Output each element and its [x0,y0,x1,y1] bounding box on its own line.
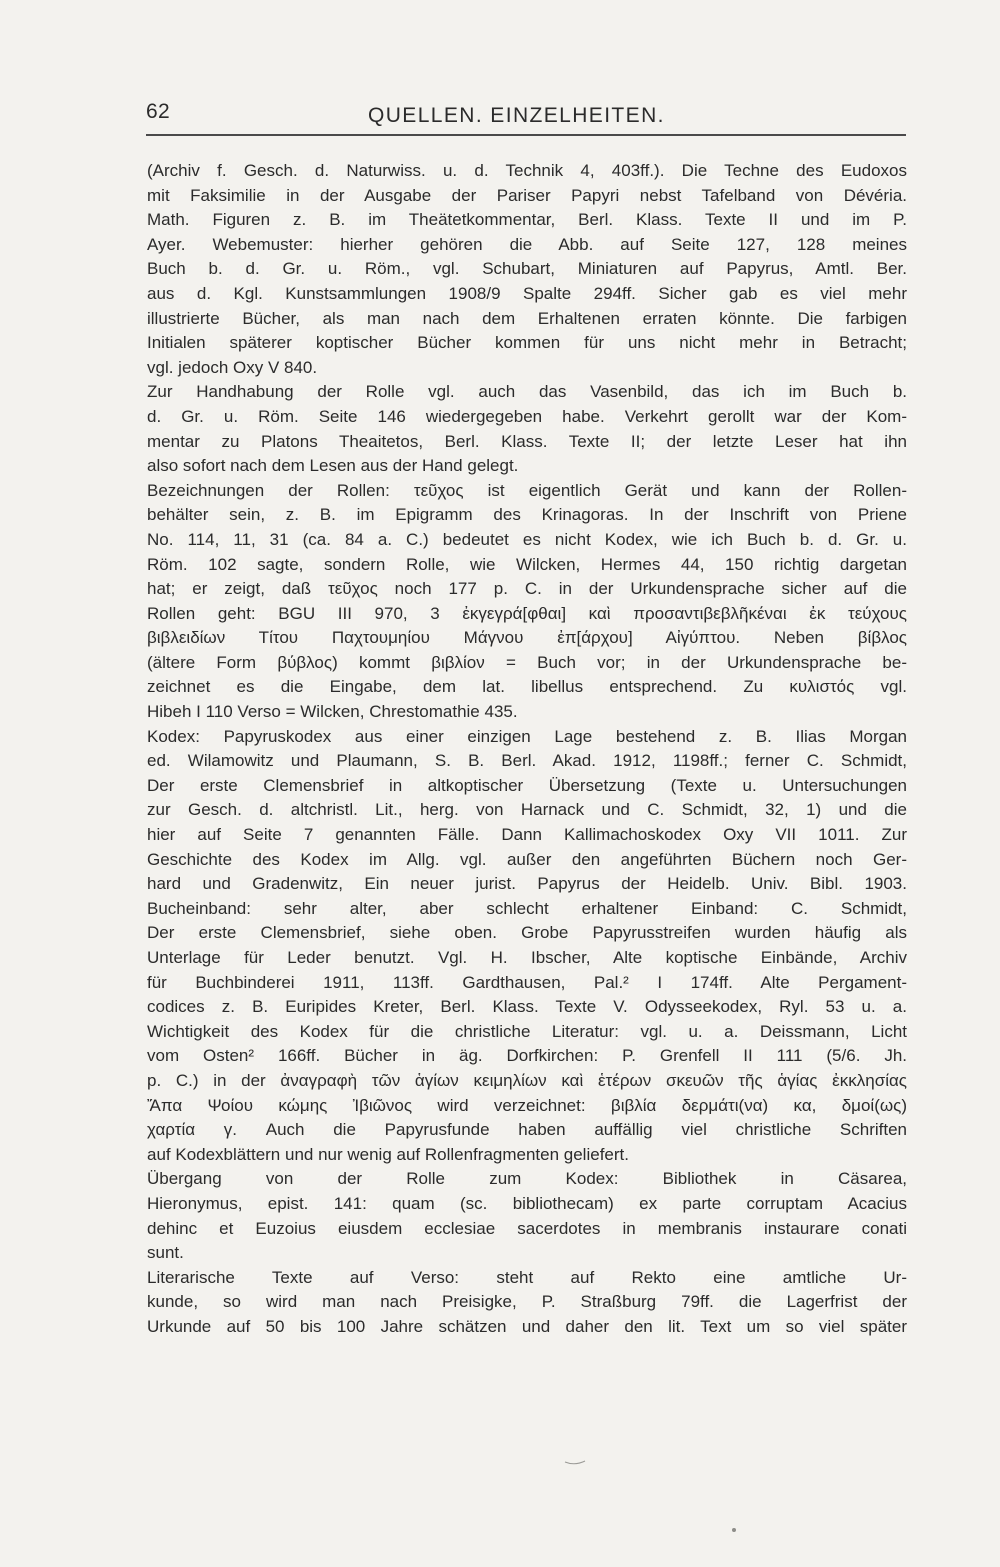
text-line: χαρτία γ. Auch die Papyrusfunde haben auffällig viel christliche Schriften [147,1120,907,1140]
text-line: mentar zu Platons Theaitetos, Berl. Klass. Texte II; der letzte Leser hat ihn [147,431,907,451]
text-line: Übergang von der Rolle zum Kodex: Bibliothek in Cäsarea, [147,1169,907,1189]
text-line: zeichnet es die Eingabe, dem lat. libellus entsprechend. Zu κυλιστός vgl. [147,677,907,697]
text-line: Hibeh I 110 Verso = Wilcken, Chrestomathie 435. [147,702,518,722]
text-line: hard und Gradenwitz, Ein neuer jurist. Papyrus der Heidelb. Univ. Bibl. 1903. [147,874,907,894]
text-line: hat; er zeigt, daß τεῦχος noch 177 p. C. in der Urkundensprache sicher auf die [147,579,907,599]
text-line: Rollen geht: BGU III 970, 3 ἐκγεγρά[φθαι] καὶ προσαντιβεβλῆκέναι ἐκ τεύχους [147,603,907,623]
text-line: Zur Handhabung der Rolle vgl. auch das Vasenbild, das ich im Buch b. [147,382,907,402]
text-line: aus d. Kgl. Kunstsammlungen 1908/9 Spalte 294ff. Sicher gab es viel mehr [147,283,907,303]
text-line: vgl. jedoch Oxy V 840. [147,357,318,377]
text-line: Kodex: Papyruskodex aus einer einzigen Lage bestehend z. B. Ilias Morgan [147,726,907,746]
text-line: (ältere Form βύβλος) kommt βιβλίον = Buch vor; in der Urkundensprache be- [147,652,907,672]
text-line: Wichtigkeit des Kodex für die christliche Literatur: vgl. u. a. Deissmann, Licht [147,1021,907,1041]
text-line: zur Gesch. d. altchristl. Lit., herg. von Harnack und C. Schmidt, 32, 1) und die [147,800,907,820]
text-line: Der erste Clemensbrief, siehe oben. Grobe Papyrusstreifen wurden häufig als [147,923,907,943]
text-line: für Buchbinderei 1911, 113ff. Gardthausen, Pal.² I 174ff. Alte Pergament- [147,972,907,992]
text-line: Buch b. d. Gr. u. Röm., vgl. Schubart, Miniaturen auf Papyrus, Amtl. Ber. [147,259,907,279]
text-line: Ayer. Webemuster: hierher gehören die Abb. auf Seite 127, 128 meines [147,234,907,254]
text-line: hier auf Seite 7 genannten Fälle. Dann Kallimachoskodex Oxy VII 1011. Zur [147,825,907,845]
text-line: d. Gr. u. Röm. Seite 146 wiedergegeben habe. Verkehrt gerollt war der Kom- [147,406,907,426]
text-line: behälter sein, z. B. im Epigramm des Krinagoras. In der Inschrift von Priene [147,505,907,525]
text-line: auf Kodexblättern und nur wenig auf Rollenfragmenten geliefert. [147,1144,629,1164]
text-line: also sofort nach dem Lesen aus der Hand gelegt. [147,456,519,476]
text-line: ed. Wilamowitz und Plaumann, S. B. Berl. Akad. 1912, 1198ff.; ferner C. Schmidt, [147,751,907,771]
text-line: kunde, so wird man nach Preisigke, P. Straßburg 79ff. die Lagerfrist der [147,1292,907,1312]
text-line: vom Osten² 166ff. Bücher in äg. Dorfkirchen: P. Grenfell II 111 (5/6. Jh. [147,1046,907,1066]
text-line: βιβλειδίων Τίτου Παχτουμηίου Μάγνου ἐπ[άρχου] Αἰγύπτου. Neben βίβλος [147,628,907,648]
text-line: mit Faksimilie in der Ausgabe der Pariser Papyri nebst Tafelband von Dévéria. [147,185,907,205]
text-line: Ἄπα Ψοίου κώμης Ἰβιῶνος wird verzeichnet: βιβλία δερμάτι(να) κα, δμοί(ως) [147,1095,907,1115]
text-line: sunt. [147,1243,184,1263]
text-line: Hieronymus, epist. 141: quam (sc. bibliothecam) ex parte corruptam Acacius [147,1193,907,1213]
text-line: Urkunde auf 50 bis 100 Jahre schätzen und daher den lit. Text um so viel später [147,1316,907,1336]
page-number: 62 [146,100,170,123]
text-line: Röm. 102 sagte, sondern Rolle, wie Wilcken, Hermes 44, 150 richtig dargetan [147,554,907,574]
text-line: Initialen späterer koptischer Bücher kommen für uns nicht mehr in Betracht; [147,333,907,353]
text-line: (Archiv f. Gesch. d. Naturwiss. u. d. Technik 4, 403ff.). Die Techne des Eudoxos [147,161,907,180]
text-line: Literarische Texte auf Verso: steht auf Rekto eine amtliche Ur- [147,1267,907,1287]
text-line: p. C.) in der ἀναγραφὴ τῶν ἁγίων κειμηλίων καὶ ἑτέρων σκευῶν τῆς ἁγίας ἐκκλησίας [147,1070,907,1090]
text-line: dehinc et Euzoius eiusdem ecclesiae sacerdotes in membranis instaurare conati [147,1218,907,1238]
text-line: Unterlage für Leder benutzt. Vgl. H. Ibscher, Alte koptische Einbände, Archiv [147,948,907,967]
text-line: No. 114, 11, 31 (ca. 84 a. C.) bedeutet es nicht Kodex, wie ich Buch b. d. Gr. u. [147,529,907,549]
text-line: illustrierte Bücher, als man nach dem Erhaltenen erraten könnte. Die farbigen [147,308,907,328]
text-line: codices z. B. Euripides Kreter, Berl. Klass. Texte V. Odysseekodex, Ryl. 53 u. a. [147,997,907,1017]
text-line: Der erste Clemensbrief in altkoptischer Übersetzung (Texte u. Untersuchungen [147,775,907,795]
text-line: Bucheinband: sehr alter, aber schlecht erhaltener Einband: C. Schmidt, [147,898,907,918]
text-line: Math. Figuren z. B. im Theätetkommentar, Berl. Klass. Texte II und im P. [147,210,907,230]
running-head-title: QUELLEN. EINZELHEITEN. [368,104,665,127]
text-line: Geschichte des Kodex im Allg. vgl. außer den angeführten Büchern noch Ger- [147,849,907,869]
text-line: Bezeichnungen der Rollen: τεῦχος ist eigentlich Gerät und kann der Rollen- [147,480,907,500]
